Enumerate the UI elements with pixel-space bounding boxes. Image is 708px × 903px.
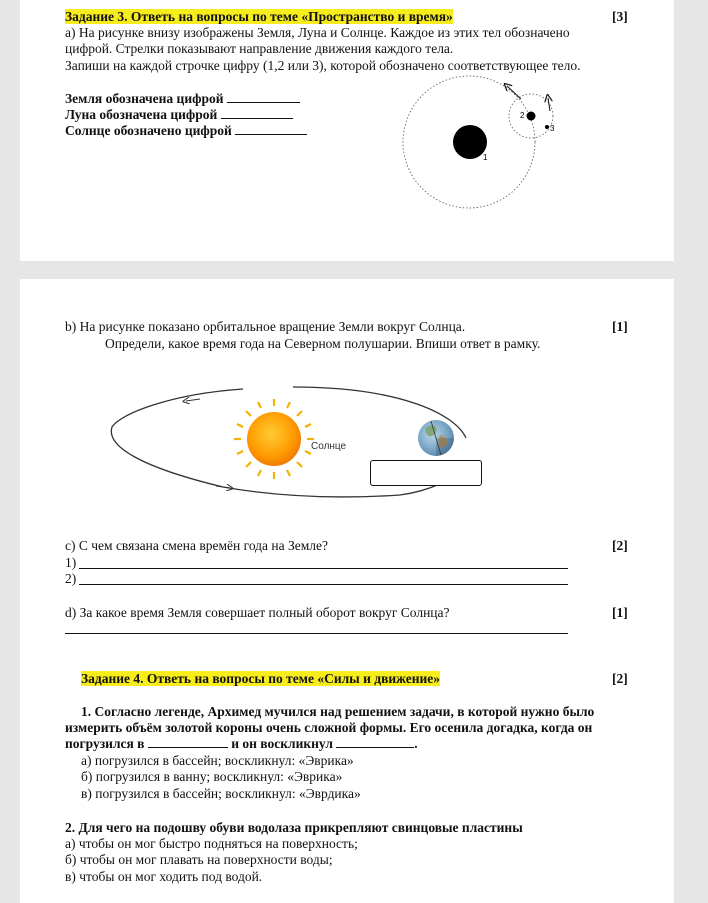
earth-body <box>527 112 536 121</box>
part-d-answer-line[interactable] <box>65 633 568 634</box>
task4-q2-title: 2. Для чего на подошву обуви водолаза прикрепляют свинцовые пластины <box>65 820 523 835</box>
task4-q1-blank2[interactable] <box>336 737 414 748</box>
sun-caption: Солнце <box>311 441 347 452</box>
task4-q1-line2: измерить объём золотой короны очень сложной формы. Его осенила догадка, когда он <box>65 720 593 735</box>
moon-number-label: 3 <box>550 124 555 133</box>
worksheet-page-2 <box>20 279 674 903</box>
task4-points: [2] <box>612 671 628 686</box>
task4-q2-option-a: а) чтобы он мог быстро подняться на поверхность; <box>65 836 358 851</box>
task4-q1-line3 <box>65 736 418 752</box>
task4-q1-part-a: погрузился в <box>65 736 145 751</box>
earth-motion-arrow <box>507 86 521 99</box>
part-d-question: d) За какое время Земля совершает полный оборот вокруг Солнца? <box>65 605 450 620</box>
task4-q1-line1: 1. Согласно легенде, Архимед мучился над решением задачи, в которой нужно было <box>81 704 595 719</box>
moon-motion-arrow <box>548 98 550 111</box>
task4-q1-option-a: а) погрузился в бассейн; воскликнул: «Эврика» <box>81 753 354 768</box>
part-c-answer1-number: 1) <box>65 555 77 570</box>
task4-q1-option-b: б) погрузился в ванну; воскликнул: «Эврика» <box>81 769 343 784</box>
part-c-answer1-line[interactable] <box>79 568 568 569</box>
worksheet-page-1 <box>20 0 674 261</box>
task4-q1-end: . <box>414 736 418 751</box>
task4-q1-option-c: в) погрузился в бассейн; воскликнул: «Эврдика» <box>81 786 361 801</box>
earth-number-label: 2 <box>520 111 525 120</box>
part-c-answer2-line[interactable] <box>79 584 568 585</box>
part-b-line1: b) На рисунке показано орбитальное вращение Земли вокруг Солнца. <box>65 319 466 334</box>
earth-answer-label: Земля обозначена цифрой <box>65 91 224 106</box>
earth-icon <box>418 420 454 456</box>
task4-q1-blank1[interactable] <box>148 737 228 748</box>
part-b-line2: Определи, какое время года на Северном полушарии. Впиши ответ в рамку. <box>105 336 541 351</box>
sun-body <box>453 125 487 159</box>
task3-a-line3: Запиши на каждой строчке цифру (1,2 или 3), которой обозначено соответствующее тело. <box>65 58 581 73</box>
part-b-points: [1] <box>612 319 628 334</box>
task3-a-line1: а) На рисунке внизу изображены Земля, Луна и Солнце. Каждое из этих тел обозначено <box>65 25 570 40</box>
task4-q1-part-b: и он воскликнул <box>231 736 333 751</box>
season-answer-box[interactable] <box>370 460 482 486</box>
task3-points: [3] <box>612 9 628 24</box>
part-c-points: [2] <box>612 538 628 553</box>
task3-a-line2: цифрой. Стрелки показывают направление движения каждого тела. <box>65 41 454 56</box>
orbit-direction-arrow-top <box>186 399 200 401</box>
part-c-question: c) С чем связана смена времён года на Земле? <box>65 538 329 553</box>
sun-number-label: 1 <box>483 153 488 162</box>
sun-icon <box>234 399 314 479</box>
task4-title <box>81 671 440 687</box>
moon-answer-label: Луна обозначена цифрой <box>65 107 218 122</box>
task3-title-text: Задание 3. Ответь на вопросы по теме «Пространство и время» <box>65 9 453 24</box>
moon-body <box>545 125 549 129</box>
task4-q2-option-c: в) чтобы он мог ходить под водой. <box>65 869 263 884</box>
part-c-answer2-number: 2) <box>65 571 77 586</box>
task4-title-text: Задание 4. Ответь на вопросы по теме «Силы и движение» <box>81 671 441 686</box>
sun-answer-label: Солнце обозначено цифрой <box>65 123 232 138</box>
task4-q2-option-b: б) чтобы он мог плавать на поверхности воды; <box>65 852 333 867</box>
sun-earth-moon-diagram <box>20 0 674 261</box>
earth-orbit-diagram <box>20 369 674 549</box>
orbit-direction-arrow-bottom <box>216 486 230 488</box>
part-d-points: [1] <box>612 605 628 620</box>
